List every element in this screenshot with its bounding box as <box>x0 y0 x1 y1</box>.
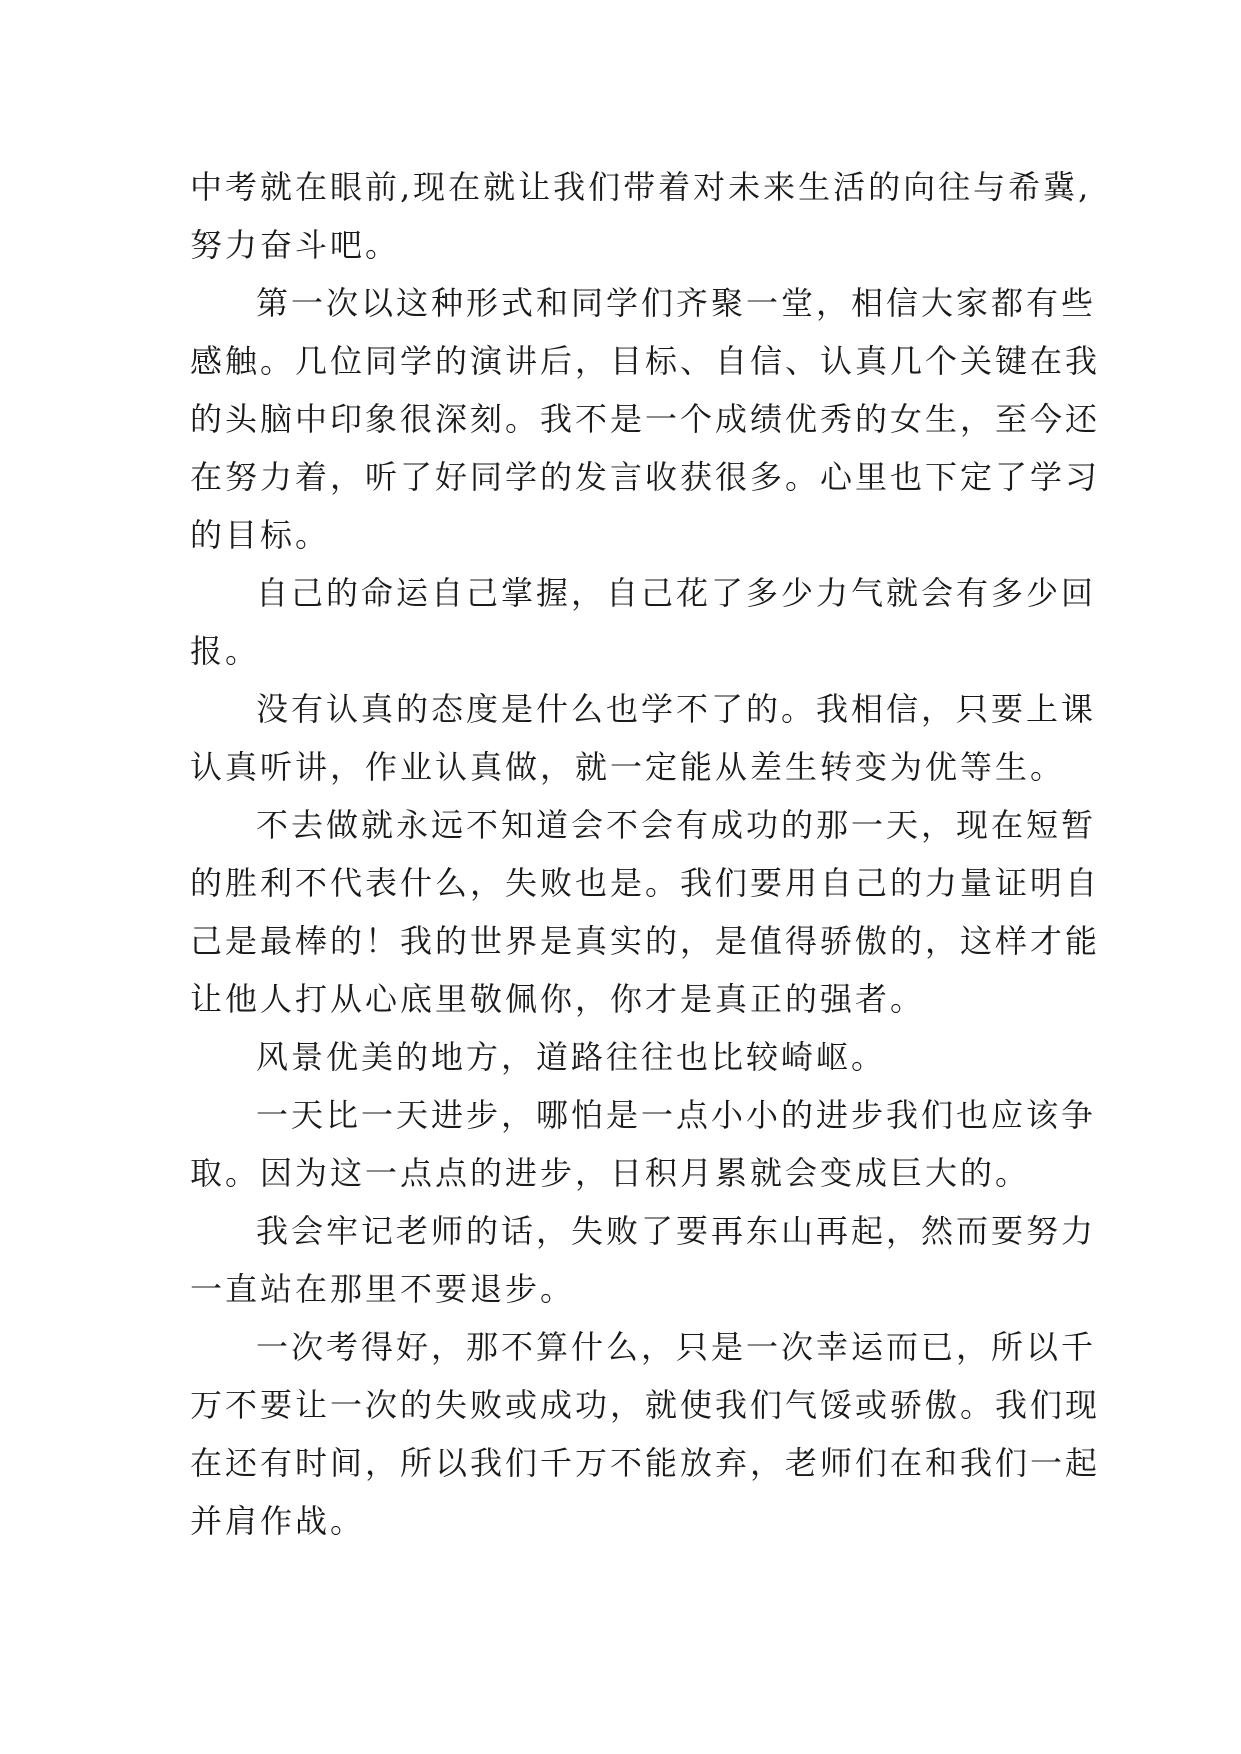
document-body <box>190 158 1101 1550</box>
paragraph-7 <box>190 1086 1097 1202</box>
text-line: 风景优美的地方，道路往往也比较崎岖。 <box>256 1038 887 1076</box>
paragraph-4 <box>190 680 1097 796</box>
paragraph-9 <box>190 1318 1101 1550</box>
text-line: 第一次以这种形式和同学们齐聚一堂，相信大家都有些 <box>256 284 1097 322</box>
text-line: 在还有时间，所以我们千万不能放弃，老师们在和我们一起 <box>190 1444 1101 1482</box>
text-line: 一次考得好，那不算什么，只是一次幸运而已，所以千 <box>256 1328 1097 1366</box>
text-line: 没有认真的态度是什么也学不了的。我相信，只要上课 <box>256 690 1097 728</box>
text-line: 我会牢记老师的话，失败了要再东山再起，然而要努力 <box>256 1212 1097 1250</box>
text-line: 努力奋斗吧。 <box>190 226 401 264</box>
text-line: 取。因为这一点点的进步，日积月累就会变成巨大的。 <box>190 1154 1031 1192</box>
paragraph-1 <box>190 158 1092 274</box>
text-line: 报。 <box>190 632 261 670</box>
text-line: 在努力着，听了好同学的发言收获很多。心里也下定了学习 <box>190 458 1101 496</box>
text-line: 中考就在眼前,现在就让我们带着对未来生活的向往与希冀, <box>190 168 1092 206</box>
paragraph-8 <box>190 1202 1097 1318</box>
text-line: 的头脑中印象很深刻。我不是一个成绩优秀的女生，至今还 <box>190 400 1101 438</box>
text-line: 一直站在那里不要退步。 <box>190 1270 576 1308</box>
text-line: 万不要让一次的失败或成功，就使我们气馁或骄傲。我们现 <box>190 1386 1101 1424</box>
paragraph-5 <box>190 796 1101 1028</box>
text-line: 感触。几位同学的演讲后，目标、自信、认真几个关键在我 <box>190 342 1101 380</box>
text-line: 认真听讲，作业认真做，就一定能从差生转变为优等生。 <box>190 748 1066 786</box>
text-line: 的目标。 <box>190 516 331 554</box>
text-line: 让他人打从心底里敬佩你，你才是真正的强者。 <box>190 980 926 1018</box>
paragraph-6 <box>190 1028 1070 1086</box>
paragraph-2 <box>190 274 1101 564</box>
text-line: 并肩作战。 <box>190 1502 366 1540</box>
text-line: 不去做就永远不知道会不会有成功的那一天，现在短暂 <box>256 806 1097 844</box>
text-line: 的胜利不代表什么，失败也是。我们要用自己的力量证明自 <box>190 864 1101 902</box>
text-line: 己是最棒的！我的世界是真实的，是值得骄傲的，这样才能 <box>190 922 1101 960</box>
text-line: 一天比一天进步，哪怕是一点小小的进步我们也应该争 <box>256 1096 1097 1134</box>
text-line: 自己的命运自己掌握，自己花了多少力气就会有多少回 <box>256 574 1097 612</box>
paragraph-3 <box>190 564 1097 680</box>
